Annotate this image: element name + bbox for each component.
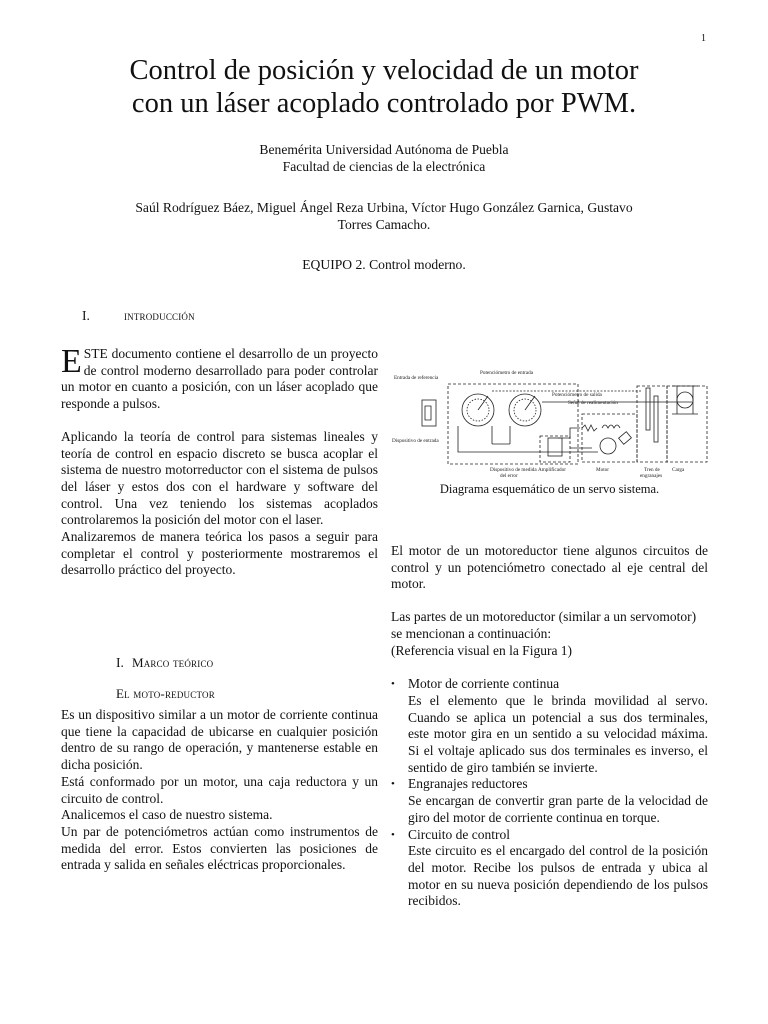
amplifier-box [540, 436, 570, 462]
intro-paragraph-1-text: STE documento contiene el desarrollo de un proyecto de control moderno desarrollado para poder controlar un motor en cuanto a posición, con un láser acoplado que responde a pulsos. [61, 346, 378, 412]
title-line-1: Control de posición y velocidad de un motor [129, 55, 639, 86]
resistor-symbol [582, 425, 597, 431]
section-2-heading [116, 654, 213, 672]
right-column [391, 543, 708, 910]
left-column-intro [61, 343, 378, 579]
marco-paragraph-2: Está conformado por un motor, una caja reductora y un circuito de control. [61, 773, 378, 806]
right-paragraph-2: Las partes de un motoreductor (similar a un servomotor) se mencionan a continuación: [391, 609, 697, 641]
affiliation-line-1: Benemérita Universidad Autónoma de Puebla [259, 142, 509, 157]
authors-line-1: Saúl Rodríguez Báez, Miguel Ángel Reza Urbina, Víctor Hugo González Garnica, Gustavo [135, 200, 633, 215]
right-paragraph-1: El motor de un motoreductor tiene algunos circuitos de control y un potenciómetro conectado al eje central del motor. [391, 543, 708, 592]
list-item-title: Motor de corriente continua [408, 676, 560, 692]
affiliation [0, 141, 768, 175]
label-disp-medida-1: Dispositivo de medida [490, 467, 537, 473]
team-line: EQUIPO 2. Control moderno. [302, 257, 466, 272]
title-line-2: con un láser acoplado controlado por PWM. [131, 88, 637, 119]
intro-paragraph-1 [61, 343, 378, 413]
amp-wiring [558, 428, 592, 448]
label-pot-salida: Potenciómetro de salida [552, 392, 602, 398]
bullet-icon: • [391, 678, 395, 691]
intro-paragraph-2: Aplicando la teoría de control para sistemas lineales y teoría de control en espacio discreto se busca acoplar el sistema de nuestro motorreductor con el sistema de pulsos del láser y estos dos con el hardware y software del control. Una vez teniendo los sistemas acoplados controlaremos la posición del motor con el laser. [61, 428, 378, 528]
list-item-desc: Es el elemento que le brinda movilidad al servo. Cuando se aplica un potencial a sus dos terminales, este motor gira en un sentido a su velocidad máxima. Si el voltaje aplicado sus dos terminales es inverso, el sentido de giro también se invierte. [408, 692, 708, 775]
intro-paragraph-3: Analizaremos de manera teórica los pasos a seguir para completar el control y posteriormente mostraremos el desarrollo práctico del proyecto. [61, 529, 378, 578]
bullet-icon: • [391, 778, 395, 791]
label-amplificador: Amplificador [538, 467, 566, 473]
marco-paragraph-3: Analicemos el caso de nuestro sistema. [61, 807, 273, 823]
authors [0, 199, 768, 233]
right-paragraph-3: (Referencia visual en la Figura 1) [391, 642, 573, 658]
marco-paragraph-4: Un par de potenciómetros actúan como instrumentos de medida del error. Estos convierten las posiciones de entrada y salida en señales eléctricas proporcionales. [61, 823, 378, 873]
label-entrada-ref: Entrada de referencia [394, 375, 439, 381]
motor-coupling [619, 432, 632, 445]
motor-symbol [600, 438, 616, 454]
label-tren-2: engranajes [640, 473, 663, 479]
label-disp-medida-2: del error [500, 473, 518, 479]
drop-cap: E [61, 343, 82, 380]
marco-paragraph-1: Es un dispositivo similar a un motor de corriente continua que tiene la capacidad de ubicarse en cualquier posición dentro de su rango de operación, y mantenerse estable en dicha posición. [61, 707, 378, 773]
load-box [667, 386, 707, 462]
list-item-desc: Este circuito es el encargado del control de la posición del motor. Recibe los pulsos de entrada y ubica al motor en su nueva posición dependiendo de los pulsos recibidos. [408, 843, 708, 909]
authors-line-2: Torres Camacho. [337, 217, 431, 232]
load-symbol [677, 392, 693, 408]
page-number: 1 [701, 33, 706, 44]
label-motor: Motor [596, 467, 609, 473]
servo-diagram [392, 366, 712, 480]
label-pot-entrada: Potenciómetro de entrada [480, 370, 534, 376]
gear-small [654, 396, 658, 442]
servo-diagram-svg [392, 366, 712, 480]
list-item-title: Engranajes reductores [408, 776, 528, 792]
list-item-desc: Se encargan de convertir gran parte de la velocidad de giro del motor de corriente continua en torque. [408, 793, 708, 825]
list-item-title: Circuito de control [408, 826, 510, 842]
left-column-marco [61, 707, 378, 874]
affiliation-line-2: Facultad de ciencias de la electrónica [282, 159, 486, 174]
paper-title [0, 54, 768, 120]
input-device-handle [425, 406, 431, 420]
parts-list [391, 676, 708, 910]
list-item [391, 676, 708, 776]
section-1-title: introducción [123, 308, 195, 323]
section-1-number: I. [82, 308, 90, 323]
section-2-number: I. [116, 655, 124, 670]
inductor-symbol [602, 425, 620, 428]
subsection-title: El moto-reductor [116, 686, 215, 701]
input-device-shape [422, 400, 436, 426]
figure-caption: Diagrama esquemático de un servo sistema. [439, 482, 660, 496]
amplifier-symbol [548, 438, 562, 456]
label-senal-realim: Señal de realimentación [568, 400, 618, 406]
section-1-heading [82, 307, 195, 325]
subsection-heading [116, 685, 215, 703]
label-tren-1: Tren de [644, 467, 660, 473]
bullet-icon: • [391, 828, 395, 841]
gear-large [646, 388, 650, 430]
label-carga: Carga [672, 467, 685, 473]
label-disp-entrada: Dispositivo de entrada [392, 438, 439, 444]
section-2-title: Marco teórico [131, 655, 214, 670]
gear-train-box [637, 386, 667, 462]
list-item [391, 776, 708, 826]
list-item [391, 827, 708, 911]
